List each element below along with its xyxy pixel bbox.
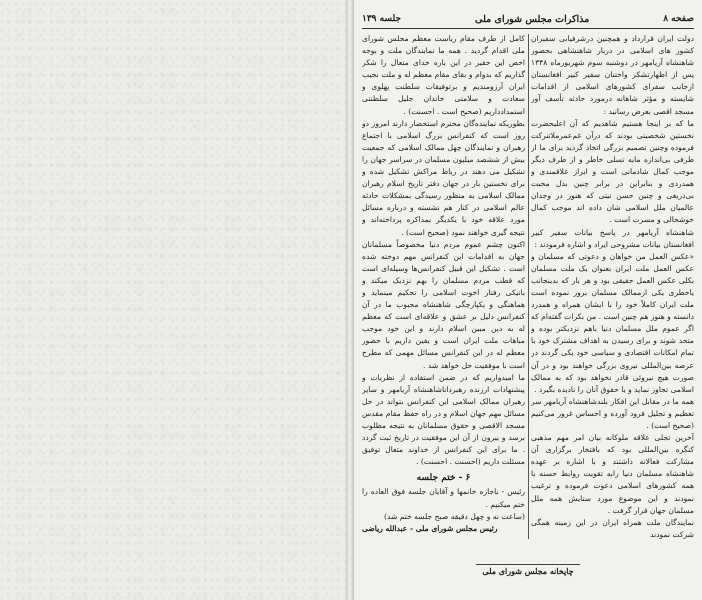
printer-name: چاپخانه مجلس شورای ملی <box>476 564 579 577</box>
document-page <box>354 0 702 600</box>
previous-page-blank <box>0 0 350 600</box>
paragraph: شاهنشاه آریامهر در پاسخ بیانات سفیر کبیر افغانستان بیانات مشروحی ایراد و اشاره فرمودند : <box>531 227 694 249</box>
left-text-column <box>362 33 525 553</box>
book-gutter <box>346 0 354 600</box>
page-header <box>362 10 694 29</box>
column-divider <box>528 34 529 539</box>
paragraph: همه ما در مقابل این افکار بلندشاهنشاه آریامهر سر تعظیم و تجلیل فرود آورده و احساس غرور می‌کنیم (صحیح است) . <box>531 396 694 430</box>
paragraph: ما که بر اینجا هستیم شاهدیم که آن اعلیحضرت نخستین شخصیتی بودند که درآن غم‌عمرملاتنرکت فرموده وچنین تصمیم بزرگی اتخاذ گردید برای ما از طرفی بی‌اندازه مایه تسلی خاطر و از طرف دیگر موجب کمال شادمانی است و ابراز علاقمندی و همدردی و بنابراین در برابر چنین بذل محبت بی‌دریغی و چنین حسن نیتی که هنوز در وجدان عالمیان ملل اسلامی شان داده اند موجب کمال خوشحالی و مسرت است . <box>531 118 694 225</box>
running-title: مذاکرات مجلس شورای ملی <box>475 13 590 25</box>
section-heading: ۶ - ختم جلسه <box>416 473 471 484</box>
paragraph: بطوریکه نماینده‌گان محترم استحضار دارند امروز دو روز است که کنفرانس بزرگ اسلامی با اجتماع رهبران و نمایندگان چهل ممالک اسلامی که جمعیت بیش از ششصد میلیون مسلمان در سراسر جهان را تشکیل می دهند در رباط مراکش تشکیل شده و برای نخستین بار در جهان دفتر تاریخ اسلام رهبران ممالک اسلامی به منظور رسیدگی بمشکلات حادثه عالم اسلامی در کنار هم نشسته و درباره مسائل مورد علاقه خود با یکدیگر بمذاکره پرداخته‌اند و نتیجه گیری خواهند نمود (صحیح است) . <box>362 118 525 237</box>
right-text-column <box>531 33 694 553</box>
paragraph: کامل از طرف مقام ریاست معظم مجلس شورای ملی اقدام گردید . همه ما نمایندگان ملت و بوجه اخص این حقیر در این باره خدای متعال را شکر گذاریم که بدوام و بقای مقام معظم له و ملت نجیب ایران آرزومندیم و برتوفیقات سلطنت پهلوی و سعادت و سلامتی خاندان جلیل سلطنتی استمدادداریم (صحیح است . احسنت) . <box>362 34 525 116</box>
session-number: جلسه ۱۳۹ <box>362 14 402 24</box>
paragraph: دولت ایران قرارداد و همچنین درشرفیابی سفیران کشور های اسلامی در دربار شاهنشاهی بحضور شاهنشاه آریامهر در دوشنبه سوم شهریورماه ۱۳۴۸ پس از اظهارتشکر واحتنان سفیر کبیر افغانستان ازجانب سفرای کشورهای اسلامی از اقدامات شایسته و مؤثر شاهانه درمورد حادثه تأسف آور مسجد اقصی بعرض رسانید : <box>531 34 694 116</box>
paragraph: ما امیدواریم که در ضمن استفاده از نظریات و پیشنهادات ارزنده رهبرداناشاهنشاه آریامهر و سایر رهبران ممالک اسلامی این کنفرانس بتواند در حل مسائل مهم جهان اسلام و در راه حفظ مقام مقدس مسجد الاقصی و حقوق مسلمانان به نتیجه مطلوب برسد و بیرون از آن این موفقیت در تاریخ ثبت گردد . ما برای این کنفرانس از خداوند متعال توفیق مسئلت داریم (احسنت . احسنت) . <box>362 372 525 467</box>
closing-line: رئیس - باجازه خانمها و آقایان جلسه فوق العاده را ختم میکنیم . <box>362 487 525 509</box>
paragraph: آخرین تجلی علاقه ملوکانه بیان امر مهم مذهبی کنگره بین‌المللی بود که بافتخار برگزاری آن مشارکت فعالانه داشتند و با اشاره بر عهده شاهنشاه مسلمان دنیا رابه تقویت روابط حسنه با همه کشورهای اسلامی دعوت فرموده و ترغیب نمودند و این موضوع مورد ستایش همه ملل مسلمان جهان قرار گرفت . <box>531 433 694 515</box>
signature: رئیس مجلس شورای ملی - عبدالله ریاضی <box>362 523 498 533</box>
paragraph: اکنون چشم عموم مردم دنیا مخصوصاً مسلمانان جهان به اقدامات این کنفرانس مهم دوخته شده است . تشکیل این قبیل کنفرانس‌ها وسیله‌ای است که قطب مردم مسلمان را بهم نزدیک میکند و بانیکی رفتار اخوت اسلامی را تحکیم مینماید و هماهنگی و یکپارچگی شاهنشاه محبوب ما در آن کنفرانس دلیل بر عشق و علاقه‌ای است که معظم له به دین مبین اسلام دارند و این خود موجب مباهات ملت ایران است و یقین داریم با حضور معظم له در این کنفرانس مسائل مهمی که مطرح است با موفقیت حل خواهد شد . <box>362 239 525 370</box>
paragraph: نمایندگان ملت همراه ایران در این زمینه همگی شرکت نمودند <box>531 517 694 539</box>
closing-line: (ساعت نه و چهل دقیقه صبح جلسه ختم شد) <box>384 511 525 521</box>
page-number: صفحه ۸ <box>663 14 694 24</box>
printer-footer <box>354 566 702 576</box>
paragraph: «عکس العمل من خواهان و دعوتی که مسلمان و عکس العمل ملت ایران بعنوان یک ملت مسلمان بکلی عکس العمل حقیقی بود و هر بار که بدینجانب یاخطری یکی ازممالک مسلمان بروز نموده است ملت ایران کاملاً خود را با ایشان همراه و همدرد دانسته و هنوز هم چنین است . من بکرات گفته‌ام که اگر عموم ملل مسلمان دنیا باهم نزدیکتر بوده و متحد شوند و برای رسیدن به اهداف مشترک خود با تمام امکانات اقتصادی و سیاسی خود یکی گردند در عرصه بین‌المللی نیروی بزرگی خواهند بود و در آن صورت هیچ نیروئی قادر نخواهد بود که به ممالک اسلامی تجاوز نماید و یا حقوق آنان را نادیده بگیرد . <box>531 251 694 394</box>
